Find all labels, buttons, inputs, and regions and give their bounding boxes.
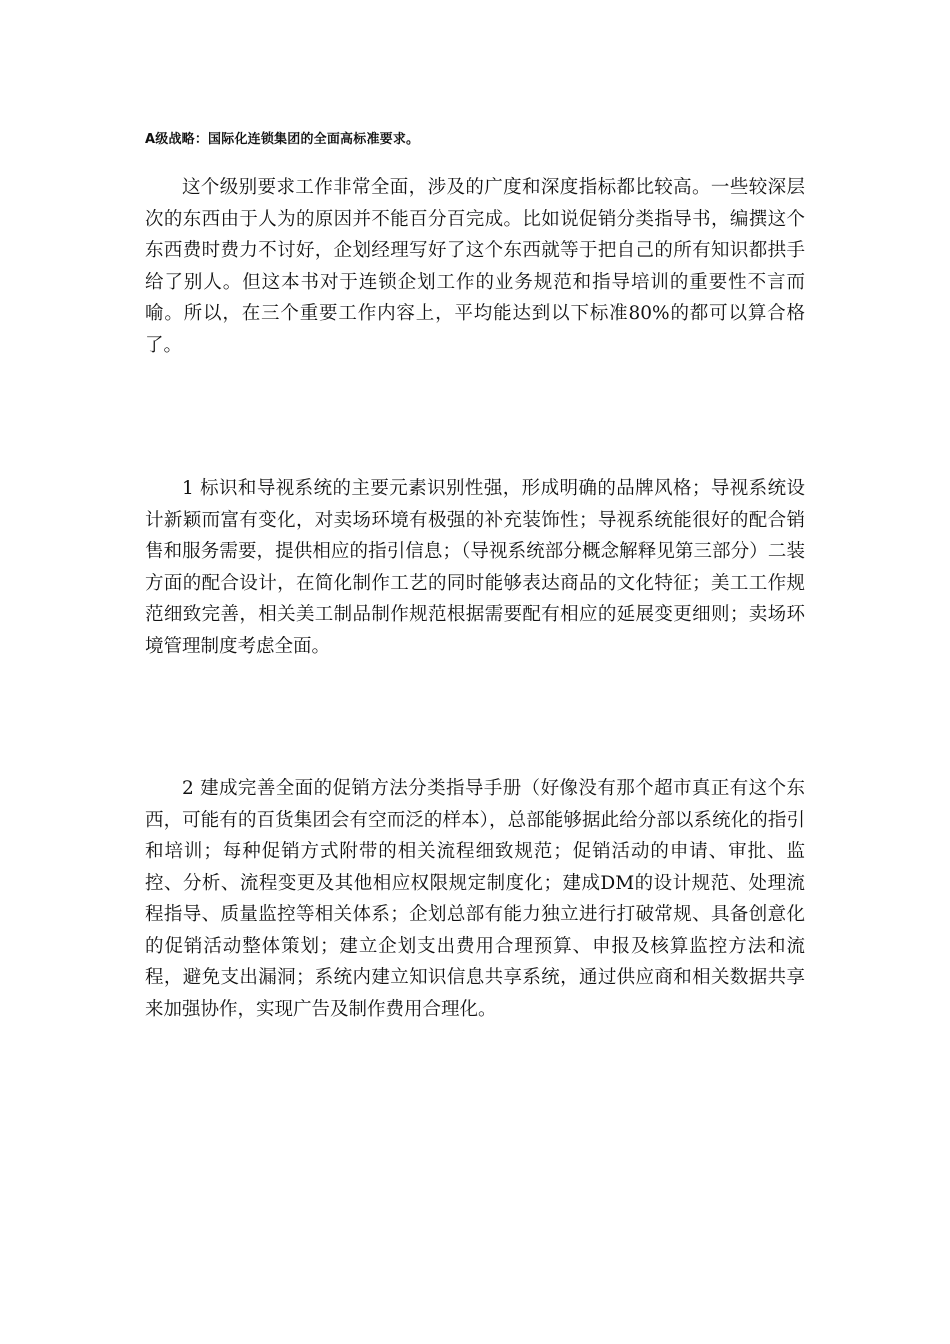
- intro-paragraph: 这个级别要求工作非常全面，涉及的广度和深度指标都比较高。一些较深层次的东西由于人为的原因并不能百分百完成。比如说促销分类指导书，编撰这个东西费时费力不讨好，企划经理写好了这个东西就等于把自己的所有知识都拱手给了别人。但这本书对于连锁企划工作的业务规范和指导培训的重要性不言而喻。所以，在三个重要工作内容上，平均能达到以下标准80%的都可以算合格了。: [145, 177, 805, 356]
- item-1-paragraph: 1 标识和导视系统的主要元素识别性强，形成明确的品牌风格；导视系统设计新颖而富有变化，对卖场环境有极强的补充装饰性；导视系统能很好的配合销售和服务需要，提供相应的指引信息；（导视系统部分概念解释见第三部分）二装方面的配合设计，在简化制作工艺的同时能够表达商品的文化特征；美工工作规范细致完善，相关美工制品制作规范根据需要配有相应的延展变更细则；卖场环境管理制度考虑全面。: [145, 478, 805, 657]
- item-2-paragraph: 2 建成完善全面的促销方法分类指导手册（好像没有那个超市真正有这个东西，可能有的百货集团会有空而泛的样本），总部能够据此给分部以系统化的指引和培训；每种促销方式附带的相关流程细致规范；促销活动的申请、审批、监控、分析、流程变更及其他相应权限规定制度化；建成DM的设计规范、处理流程指导、质量监控等相关体系；企划总部有能力独立进行打破常规、具备创意化的促销活动整体策划；建立企划支出费用合理预算、申报及核算监控方法和流程，避免支出漏洞；系统内建立知识信息共享系统，通过供应商和相关数据共享来加强协作，实现广告及制作费用合理化。: [145, 778, 805, 1020]
- section-heading: A级战略：国际化连锁集团的全面高标准要求。: [145, 132, 420, 147]
